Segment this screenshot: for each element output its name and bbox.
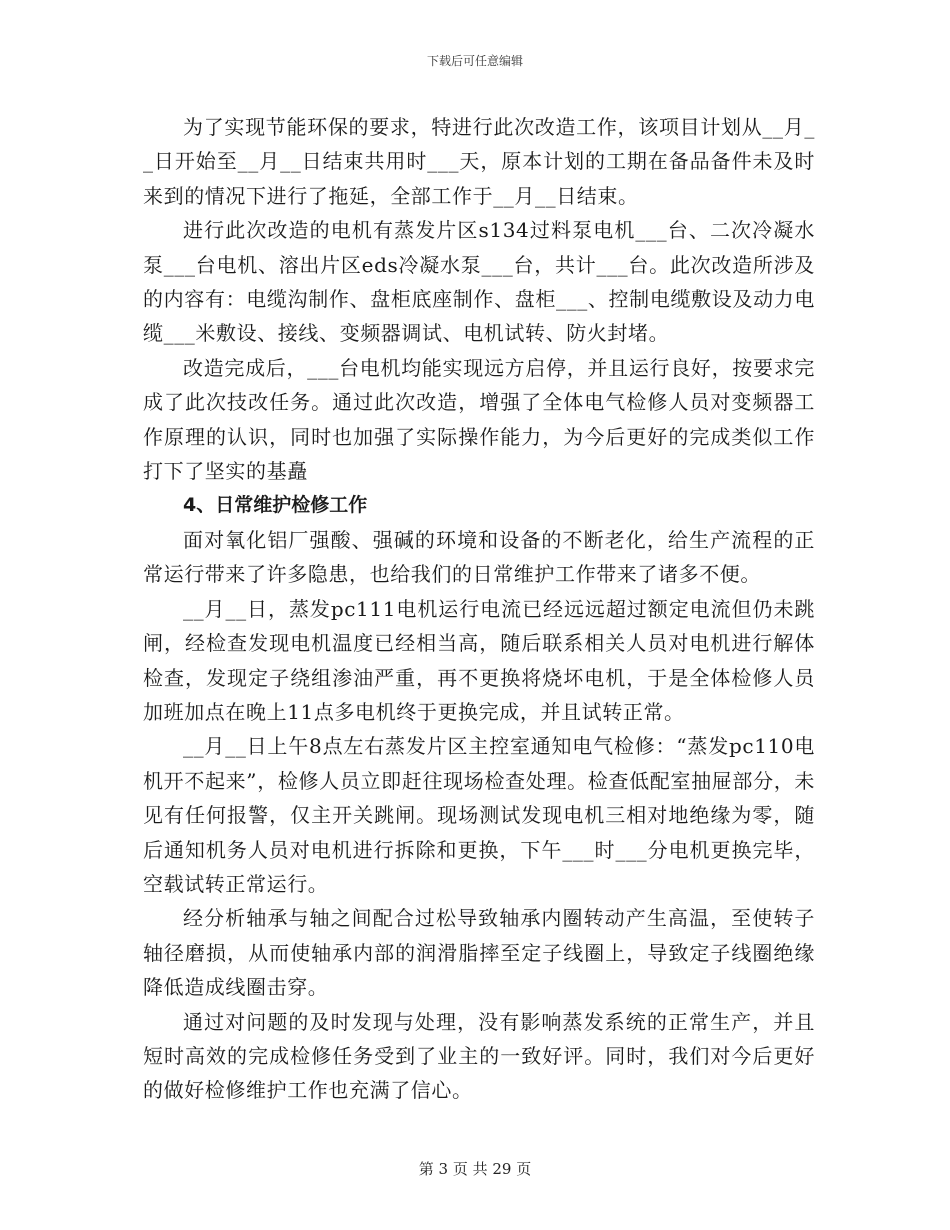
paragraph-conclusion: 通过对问题的及时发现与处理，没有影响蒸发系统的正常生产，并且短时高效的完成检修任务受到了业主的一致好评。同时，我们对今后更好的做好检修维护工作也充满了信心。 — [143, 1009, 815, 1103]
paragraph-cause-analysis: 经分析轴承与轴之间配合过松导致轴承内圈转动产生高温，至使转子轴径磨损，从而使轴承内部的润滑脂摔至定子线圈上，导致定子线圈绝缘降低造成线圈击穿。 — [143, 906, 815, 1000]
paragraph-motor-retrofit: 进行此次改造的电机有蒸发片区s134过料泵电机___台、二次冷凝水泵___台电机、溶出片区eds冷凝水泵___台，共计___台。此次改造所涉及的内容有：电缆沟制作、盘柜底座制作、盘柜___、控制电缆敷设及动力电缆___米敷设、接线、变频器调试、电机试转、防火封堵。 — [143, 218, 815, 346]
paragraph-project-plan: 为了实现节能环保的要求，特进行此次改造工作，该项目计划从__月__日开始至__月__日结束共用时___天，原本计划的工期在备品备件未及时来到的情况下进行了拖延，全部工作于__月__日结束。 — [143, 115, 815, 208]
paragraph-pc110-incident: __月__日上午8点左右蒸发片区主控室通知电气检修：“蒸发pc110电机开不起来”，检修人员立即赶往现场检查处理。检查低配室抽屉部分，未见有任何报警，仅主开关跳闸。现场测试发现电机三相对地绝缘为零，随后通知机务人员对电机进行拆除和更换，下午___时___分电机更换完毕，空载试转正常运行。 — [143, 734, 815, 896]
paragraph-environment: 面对氧化铝厂强酸、强碱的环境和设备的不断老化，给生产流程的正常运行带来了许多隐患，也给我们的日常维护工作带来了诸多不便。 — [143, 527, 815, 587]
header-note: 下载后可任意编辑 — [426, 54, 523, 68]
paragraph-pc111-incident: __月__日，蒸发pc111电机运行电流已经远远超过额定电流但仍未跳闸，经检查发现电机温度已经相当高，随后联系相关人员对电机进行解体检查，发现定子绕组渗油严重，再不更换将烧坏电机，于是全体检修人员加班加点在晚上11点多电机终于更换完成，并且试转正常。 — [143, 596, 815, 724]
document-body — [143, 110, 815, 1108]
section-heading-daily-maintenance: 4、日常维护检修工作 — [183, 494, 368, 517]
paragraph-retrofit-result: 改造完成后，___台电机均能实现远方启停，并且运行良好，按要求完成了此次技改任务。通过此次改造，增强了全体电气检修人员对变频器工作原理的认识，同时也加强了实际操作能力，为今后更好的完成类似工作打下了坚实的基矗 — [143, 355, 815, 484]
page-number: 第 3 页 共 29 页 — [418, 1160, 532, 1178]
